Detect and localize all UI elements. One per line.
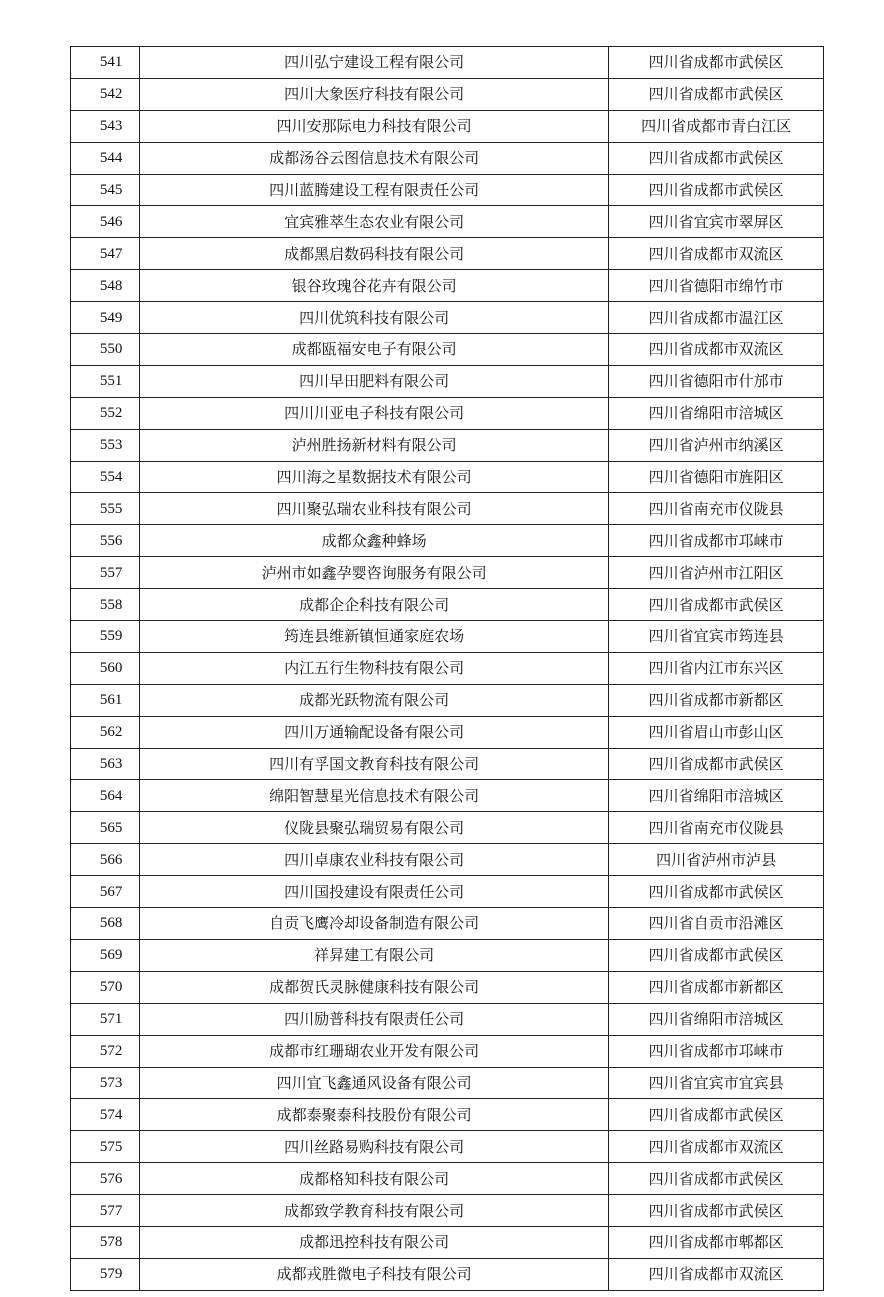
table-row <box>71 589 824 621</box>
company-name: 银谷玫瑰谷花卉有限公司 <box>140 270 609 302</box>
table-row <box>71 812 824 844</box>
row-number: 565 <box>71 812 140 844</box>
row-number: 541 <box>71 47 140 79</box>
row-number: 563 <box>71 748 140 780</box>
table-row <box>71 47 824 79</box>
company-name: 四川聚弘瑞农业科技有限公司 <box>140 493 609 525</box>
company-location: 四川省绵阳市涪城区 <box>609 1003 824 1035</box>
table-row <box>71 174 824 206</box>
company-name: 四川川亚电子科技有限公司 <box>140 397 609 429</box>
company-location: 四川省绵阳市涪城区 <box>609 397 824 429</box>
row-number: 561 <box>71 684 140 716</box>
company-name: 成都戎胜微电子科技有限公司 <box>140 1258 609 1290</box>
row-number: 558 <box>71 589 140 621</box>
table-row <box>71 270 824 302</box>
company-location: 四川省泸州市江阳区 <box>609 557 824 589</box>
row-number: 568 <box>71 908 140 940</box>
row-number: 557 <box>71 557 140 589</box>
table-row <box>71 397 824 429</box>
row-number: 572 <box>71 1035 140 1067</box>
company-location: 四川省成都市新都区 <box>609 684 824 716</box>
company-location: 四川省南充市仪陇县 <box>609 812 824 844</box>
row-number: 545 <box>71 174 140 206</box>
table-row <box>71 971 824 1003</box>
row-number: 573 <box>71 1067 140 1099</box>
table-row <box>71 621 824 653</box>
company-table <box>70 46 824 1291</box>
company-name: 宜宾雅萃生态农业有限公司 <box>140 206 609 238</box>
company-name: 仪陇县聚弘瑞贸易有限公司 <box>140 812 609 844</box>
company-name: 四川宜飞鑫通风设备有限公司 <box>140 1067 609 1099</box>
table-row <box>71 939 824 971</box>
company-name: 绵阳智慧星光信息技术有限公司 <box>140 780 609 812</box>
company-location: 四川省成都市武侯区 <box>609 748 824 780</box>
company-list-page <box>70 46 824 1291</box>
row-number: 553 <box>71 429 140 461</box>
company-name: 泸州胜扬新材料有限公司 <box>140 429 609 461</box>
company-name: 成都瓯福安电子有限公司 <box>140 334 609 366</box>
table-row <box>71 844 824 876</box>
row-number: 575 <box>71 1131 140 1163</box>
table-row <box>71 334 824 366</box>
table-row <box>71 716 824 748</box>
company-location: 四川省成都市武侯区 <box>609 142 824 174</box>
company-location: 四川省自贡市沿滩区 <box>609 908 824 940</box>
company-location: 四川省成都市武侯区 <box>609 876 824 908</box>
company-location: 四川省成都市武侯区 <box>609 78 824 110</box>
table-row <box>71 1067 824 1099</box>
company-name: 内江五行生物科技有限公司 <box>140 652 609 684</box>
company-location: 四川省成都市新都区 <box>609 971 824 1003</box>
row-number: 549 <box>71 302 140 334</box>
row-number: 570 <box>71 971 140 1003</box>
row-number: 571 <box>71 1003 140 1035</box>
row-number: 544 <box>71 142 140 174</box>
row-number: 543 <box>71 110 140 142</box>
row-number: 559 <box>71 621 140 653</box>
table-row <box>71 78 824 110</box>
table-row <box>71 525 824 557</box>
table-row <box>71 142 824 174</box>
company-table-body <box>71 47 824 1291</box>
company-name: 四川大象医疗科技有限公司 <box>140 78 609 110</box>
company-location: 四川省内江市东兴区 <box>609 652 824 684</box>
table-row <box>71 1258 824 1290</box>
company-name: 成都迅控科技有限公司 <box>140 1226 609 1258</box>
company-name: 四川安那际电力科技有限公司 <box>140 110 609 142</box>
table-row <box>71 684 824 716</box>
company-location: 四川省成都市武侯区 <box>609 1195 824 1227</box>
company-name: 四川万通输配设备有限公司 <box>140 716 609 748</box>
company-name: 四川优筑科技有限公司 <box>140 302 609 334</box>
company-location: 四川省泸州市泸县 <box>609 844 824 876</box>
table-row <box>71 1003 824 1035</box>
row-number: 566 <box>71 844 140 876</box>
company-location: 四川省成都市武侯区 <box>609 1099 824 1131</box>
company-location: 四川省德阳市绵竹市 <box>609 270 824 302</box>
company-name: 成都致学教育科技有限公司 <box>140 1195 609 1227</box>
table-row <box>71 780 824 812</box>
company-location: 四川省成都市郫都区 <box>609 1226 824 1258</box>
company-name: 成都贺氏灵脉健康科技有限公司 <box>140 971 609 1003</box>
row-number: 560 <box>71 652 140 684</box>
row-number: 574 <box>71 1099 140 1131</box>
company-name: 成都众鑫种蜂场 <box>140 525 609 557</box>
table-row <box>71 206 824 238</box>
company-location: 四川省成都市武侯区 <box>609 939 824 971</box>
row-number: 550 <box>71 334 140 366</box>
company-location: 四川省成都市温江区 <box>609 302 824 334</box>
company-location: 四川省宜宾市筠连县 <box>609 621 824 653</box>
row-number: 576 <box>71 1163 140 1195</box>
table-row <box>71 1035 824 1067</box>
company-location: 四川省成都市双流区 <box>609 1258 824 1290</box>
company-location: 四川省宜宾市翠屏区 <box>609 206 824 238</box>
company-location: 四川省成都市双流区 <box>609 1131 824 1163</box>
table-row <box>71 461 824 493</box>
company-name: 成都汤谷云图信息技术有限公司 <box>140 142 609 174</box>
company-name: 筠连县维新镇恒通家庭农场 <box>140 621 609 653</box>
table-row <box>71 238 824 270</box>
company-name: 四川海之星数据技术有限公司 <box>140 461 609 493</box>
company-name: 四川蓝腾建设工程有限责任公司 <box>140 174 609 206</box>
row-number: 579 <box>71 1258 140 1290</box>
table-row <box>71 302 824 334</box>
company-location: 四川省成都市武侯区 <box>609 589 824 621</box>
row-number: 567 <box>71 876 140 908</box>
row-number: 542 <box>71 78 140 110</box>
table-row <box>71 1226 824 1258</box>
company-name: 泸州市如鑫孕婴咨询服务有限公司 <box>140 557 609 589</box>
company-location: 四川省宜宾市宜宾县 <box>609 1067 824 1099</box>
company-name: 成都光跃物流有限公司 <box>140 684 609 716</box>
company-location: 四川省成都市武侯区 <box>609 47 824 79</box>
row-number: 551 <box>71 365 140 397</box>
table-row <box>71 1163 824 1195</box>
company-location: 四川省绵阳市涪城区 <box>609 780 824 812</box>
company-name: 四川励普科技有限责任公司 <box>140 1003 609 1035</box>
company-name: 四川国投建设有限责任公司 <box>140 876 609 908</box>
company-name: 四川卓康农业科技有限公司 <box>140 844 609 876</box>
company-location: 四川省成都市武侯区 <box>609 174 824 206</box>
company-location: 四川省成都市邛崃市 <box>609 525 824 557</box>
table-row <box>71 365 824 397</box>
company-name: 四川弘宁建设工程有限公司 <box>140 47 609 79</box>
row-number: 562 <box>71 716 140 748</box>
table-row <box>71 908 824 940</box>
row-number: 556 <box>71 525 140 557</box>
table-row <box>71 876 824 908</box>
table-row <box>71 493 824 525</box>
row-number: 552 <box>71 397 140 429</box>
company-name: 四川早田肥料有限公司 <box>140 365 609 397</box>
table-row <box>71 557 824 589</box>
row-number: 555 <box>71 493 140 525</box>
company-name: 成都泰聚泰科技股份有限公司 <box>140 1099 609 1131</box>
company-location: 四川省德阳市旌阳区 <box>609 461 824 493</box>
company-name: 成都黑启数码科技有限公司 <box>140 238 609 270</box>
table-row <box>71 652 824 684</box>
company-location: 四川省南充市仪陇县 <box>609 493 824 525</box>
company-location: 四川省德阳市什邡市 <box>609 365 824 397</box>
row-number: 564 <box>71 780 140 812</box>
page-edge-marks <box>798 1291 878 1297</box>
company-location: 四川省成都市邛崃市 <box>609 1035 824 1067</box>
company-name: 自贡飞鹰冷却设备制造有限公司 <box>140 908 609 940</box>
company-name: 成都企企科技有限公司 <box>140 589 609 621</box>
row-number: 569 <box>71 939 140 971</box>
table-row <box>71 1099 824 1131</box>
row-number: 547 <box>71 238 140 270</box>
company-location: 四川省成都市双流区 <box>609 334 824 366</box>
company-name: 祥昇建工有限公司 <box>140 939 609 971</box>
company-name: 成都格知科技有限公司 <box>140 1163 609 1195</box>
company-location: 四川省泸州市纳溪区 <box>609 429 824 461</box>
company-name: 成都市红珊瑚农业开发有限公司 <box>140 1035 609 1067</box>
company-name: 四川丝路易购科技有限公司 <box>140 1131 609 1163</box>
row-number: 554 <box>71 461 140 493</box>
table-row <box>71 1131 824 1163</box>
table-row <box>71 110 824 142</box>
table-row <box>71 429 824 461</box>
row-number: 548 <box>71 270 140 302</box>
table-row <box>71 748 824 780</box>
company-location: 四川省眉山市彭山区 <box>609 716 824 748</box>
company-name: 四川有孚国文教育科技有限公司 <box>140 748 609 780</box>
table-row <box>71 1195 824 1227</box>
company-location: 四川省成都市双流区 <box>609 238 824 270</box>
row-number: 578 <box>71 1226 140 1258</box>
company-location: 四川省成都市武侯区 <box>609 1163 824 1195</box>
row-number: 577 <box>71 1195 140 1227</box>
company-location: 四川省成都市青白江区 <box>609 110 824 142</box>
row-number: 546 <box>71 206 140 238</box>
